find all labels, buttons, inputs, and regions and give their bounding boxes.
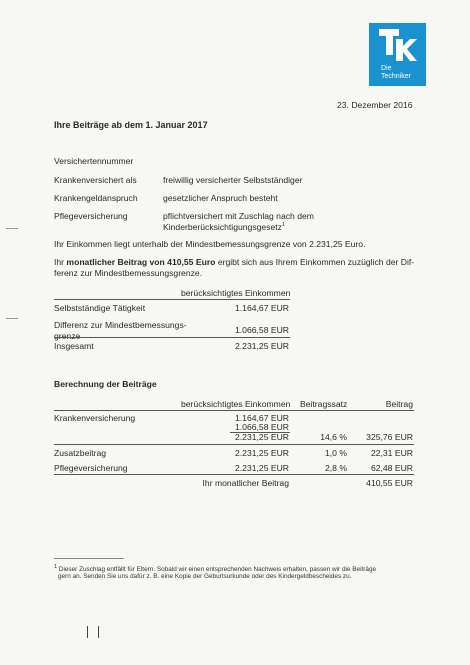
logo-text-die: Die (381, 65, 392, 72)
calc-header-rule (54, 410, 414, 411)
kv-row-rule (54, 444, 414, 445)
kv-income-total: 2.231,25 EUR (235, 432, 289, 442)
punch-mark (6, 318, 18, 319)
body-text-2-line1: Ihr monatlicher Beitrag von 410,55 Euro ergibt sich aus Ihrem Einkommen zuzüglich der Dif- (54, 257, 415, 267)
body-text-1: Ihr Einkommen liegt unterhalb der Mindestbemessungsgrenze von 2.231,25 Euro. (54, 239, 366, 249)
binding-mark (98, 626, 99, 638)
calc-header-contribution: Beitrag (385, 399, 413, 409)
tk-logo (369, 23, 426, 86)
income-total-label: Insgesamt (54, 341, 94, 351)
zusatz-income: 2.231,25 EUR (235, 448, 289, 458)
zusatz-rate: 1,0 % (325, 448, 347, 458)
footnote-line1: 1 Dieser Zuschlag entfällt für Eltern. Sobald wir einen entsprechenden Nachweis erhalten, passen wir die Beiträge (54, 564, 377, 574)
zusatz-label: Zusatzbeitrag (54, 448, 107, 458)
income-row-value: 1.164,67 EUR (235, 303, 289, 313)
footnote-rule (54, 558, 124, 559)
binding-mark (87, 626, 88, 638)
total-contribution: 410,55 EUR (366, 478, 413, 488)
tk-logo-mark-icon (379, 29, 417, 63)
pflege-calc-contribution: 62,48 EUR (370, 463, 413, 473)
calc-header-income: berücksichtigtes Einkommen (181, 399, 291, 409)
calc-header-rate: Beitragssatz (300, 399, 348, 409)
kv-rate: 14,6 % (320, 432, 347, 442)
pflege-calc-rate: 2,8 % (325, 463, 347, 473)
krankenversichert-value: freiwillig versicherter Selbstständiger (163, 175, 303, 185)
income-row-label: Differenz zur Mindestbemessungs- (54, 320, 187, 330)
page-title: Ihre Beiträge ab dem 1. Januar 2017 (54, 120, 208, 130)
fold-mark (6, 228, 18, 229)
footnote-ref: 1 (281, 222, 286, 229)
kv-label: Krankenversicherung (54, 413, 136, 423)
income-row-label: grenze (54, 331, 81, 341)
income-row-label: Selbstständige Tätigkeit (54, 303, 146, 313)
footnote-line2: gern an. Senden Sie uns dafür z. B. eine Kopie der Geburtsurkunde oder des Kindergeldbescheides zu. (58, 573, 352, 580)
zusatz-contribution: 22,31 EUR (370, 448, 413, 458)
income-sum-rule (54, 337, 290, 338)
logo-text-techniker: Techniker (381, 73, 411, 80)
kv-income-1: 1.164,67 EUR (235, 413, 289, 423)
income-row-value: 1.066,58 EUR (235, 325, 289, 335)
pflege-calc-income: 2.231,25 EUR (235, 463, 289, 473)
pflege-label: Pflegeversicherung (54, 211, 128, 221)
krankengeld-value: gesetzlicher Anspruch besteht (163, 193, 278, 203)
total-label: Ihr monatlicher Beitrag (202, 478, 289, 488)
pflege-calc-label: Pflegeversicherung (54, 463, 128, 473)
krankenversichert-label: Krankenversichert als (54, 175, 137, 185)
income-header-rule (54, 299, 290, 300)
calc-sum-rule (54, 474, 414, 475)
versichertennummer-label: Versichertennummer (54, 156, 134, 166)
kv-contribution: 325,76 EUR (366, 432, 413, 442)
letter-date: 23. Dezember 2016 (337, 100, 413, 110)
pflege-value-line2: Kinderberücksichtigungsgesetz$^1$ (163, 222, 286, 232)
income-header: berücksichtigtes Einkommen (181, 288, 291, 298)
pflege-value-line1: pflichtversichert mit Zuschlag nach dem (163, 211, 314, 221)
krankengeld-label: Krankengeldanspruch (54, 193, 138, 203)
income-total-value: 2.231,25 EUR (235, 341, 289, 351)
calc-title: Berechnung der Beiträge (54, 379, 157, 389)
kv-income-2: 1.066,58 EUR (235, 422, 289, 432)
body-text-2-line2: ferenz zur Mindestbemessungsgrenze. (54, 268, 203, 278)
